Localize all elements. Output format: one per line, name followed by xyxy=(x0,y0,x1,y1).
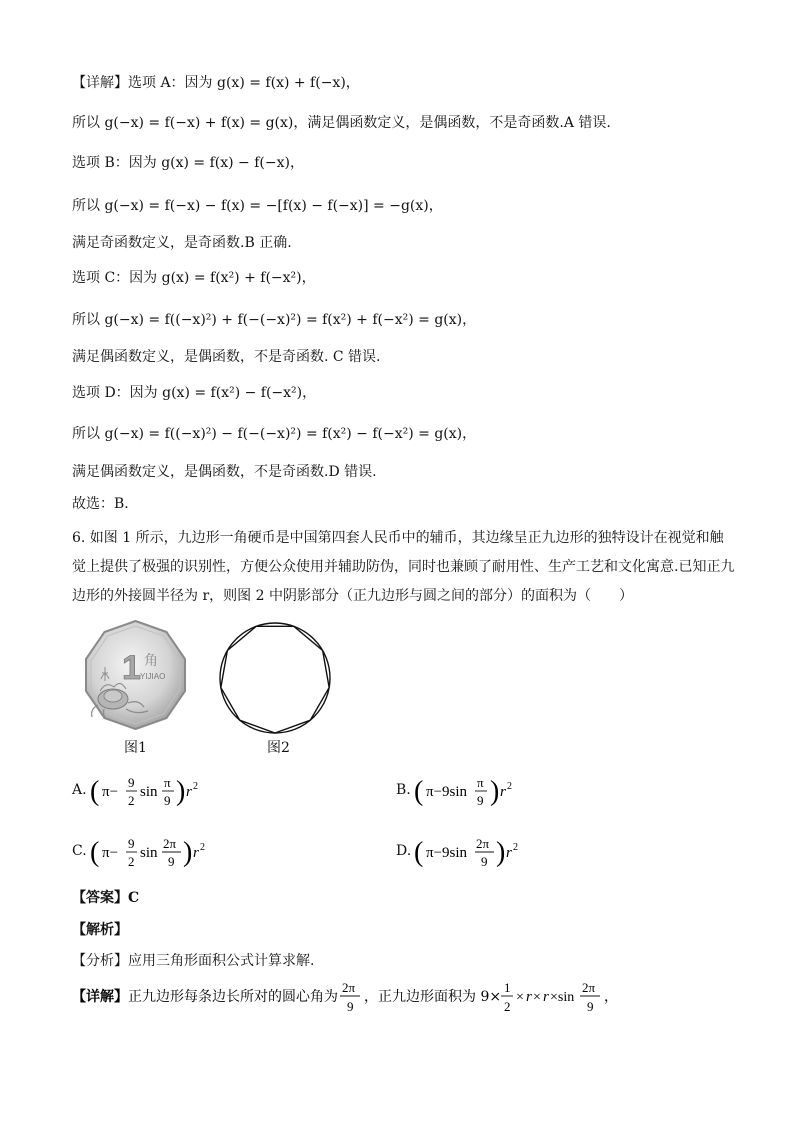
detail-formula xyxy=(72,975,632,1019)
svg-text:π−: π− xyxy=(102,784,119,800)
analysis-line: 【分析】应用三角形面积公式计算求解. xyxy=(72,953,315,969)
solution-line-6: 选项 C：因为 g(x) = f(x²) + f(−x²)， xyxy=(72,270,316,286)
svg-text:π: π xyxy=(477,775,484,790)
svg-text:2: 2 xyxy=(513,842,518,853)
coin-pinyin: YIJIAO xyxy=(140,672,166,681)
svg-text:9: 9 xyxy=(128,775,135,790)
svg-text:2: 2 xyxy=(128,854,135,869)
svg-text:r: r xyxy=(186,784,192,800)
svg-text:，: ， xyxy=(604,989,618,1005)
svg-text:π: π xyxy=(164,775,171,790)
svg-text:2: 2 xyxy=(507,781,512,792)
svg-text:(: ( xyxy=(414,776,424,807)
solution-line-8: 满足偶函数定义，是偶函数，不是奇函数. C 错误. xyxy=(72,349,381,365)
circumcircle xyxy=(220,623,330,733)
svg-text:r: r xyxy=(506,845,512,861)
option-c-label: C. xyxy=(72,843,87,859)
solution-line-10: 所以 g(−x) = f((−x)²) − f(−(−x)²) = f(x²) − f(−x²) = g(x)， xyxy=(72,426,477,442)
solution-line-3: 选项 B：因为 g(x) = f(x) − f(−x)， xyxy=(72,155,304,171)
svg-text:): ) xyxy=(183,837,193,868)
solution-line-2: 所以 g(−x) = f(−x) + f(x) = g(x)，满足偶函数定义，是偶函数，不是奇函数.A 错误. xyxy=(72,115,611,131)
svg-text:9: 9 xyxy=(587,999,594,1014)
figure-1-coin xyxy=(78,619,193,731)
option-a-label: A. xyxy=(72,782,87,798)
option-b-label: B. xyxy=(396,782,411,798)
solution-line-12: 故选：B. xyxy=(72,496,129,512)
svg-text:9: 9 xyxy=(128,836,135,851)
svg-text:): ) xyxy=(176,776,186,807)
figure-2-nonagon xyxy=(217,620,333,736)
svg-text:2π: 2π xyxy=(476,836,490,851)
svg-text:正九边形每条边长所对的圆心角为: 正九边形每条边长所对的圆心角为 xyxy=(128,989,338,1005)
svg-text:2: 2 xyxy=(128,793,135,808)
solution-line-1: 【详解】选项 A：因为 g(x) = f(x) + f(−x)， xyxy=(72,75,360,91)
svg-text:r: r xyxy=(193,845,199,861)
svg-text:9: 9 xyxy=(477,793,484,808)
svg-text:2π: 2π xyxy=(582,980,596,995)
svg-text:，正九边形面积为 9×: ，正九边形面积为 9× xyxy=(364,989,502,1005)
svg-text:): ) xyxy=(496,837,506,868)
svg-text:9: 9 xyxy=(164,793,171,808)
option-b-formula xyxy=(414,770,544,814)
figure-1-caption: 图1 xyxy=(124,740,147,756)
option-a-formula xyxy=(90,770,220,814)
answer-label: 【答案】C xyxy=(72,890,140,906)
question-6-line-2: 觉上提供了极强的识别性，方便公众使用并辅助防伪，同时也兼顾了耐用性、生产工艺和文化寓意.已知正九 xyxy=(72,559,735,575)
question-6-line-3: 边形的外接圆半径为 r，则图 2 中阴影部分（正九边形与圆之间的部分）的面积为（ ） xyxy=(72,588,633,604)
option-d-formula xyxy=(414,831,554,875)
svg-text:2: 2 xyxy=(193,781,198,792)
svg-text:π−: π− xyxy=(102,845,119,861)
svg-text:9: 9 xyxy=(347,999,354,1014)
svg-text:(: ( xyxy=(414,837,424,868)
solution-line-9: 选项 D：因为 g(x) = f(x²) − f(−x²)， xyxy=(72,385,317,401)
svg-text:×: × xyxy=(533,990,541,1005)
svg-text:9: 9 xyxy=(481,854,488,869)
solution-line-5: 满足奇函数定义，是奇函数.B 正确. xyxy=(72,235,292,251)
svg-text:【详解】: 【详解】 xyxy=(72,989,128,1005)
svg-text:2π: 2π xyxy=(342,980,356,995)
option-d-label: D. xyxy=(396,843,412,859)
svg-text:×sin: ×sin xyxy=(550,990,575,1005)
question-6-line-1: 6. 如图 1 所示，九边形一角硬币是中国第四套人民币中的辅币，其边缘呈正九边形的独特设计在视觉和触 xyxy=(72,530,724,546)
coin-char: 角 xyxy=(144,653,158,669)
svg-text:sin: sin xyxy=(140,845,158,861)
svg-text:r: r xyxy=(500,784,506,800)
svg-text:π−9sin: π−9sin xyxy=(426,784,468,800)
svg-text:sin: sin xyxy=(140,784,158,800)
svg-text:×: × xyxy=(516,990,524,1005)
svg-text:π−9sin: π−9sin xyxy=(426,845,468,861)
svg-text:9: 9 xyxy=(168,854,175,869)
solution-line-7: 所以 g(−x) = f((−x)²) + f(−(−x)²) = f(x²) + f(−x²) = g(x)， xyxy=(72,312,477,328)
solution-line-4: 所以 g(−x) = f(−x) − f(x) = −[f(x) − f(−x)] = −g(x)， xyxy=(72,198,443,214)
figure-2-caption: 图2 xyxy=(267,740,290,756)
analysis-header: 【解析】 xyxy=(72,922,128,938)
svg-text:2π: 2π xyxy=(163,836,177,851)
svg-text:2: 2 xyxy=(200,842,205,853)
svg-text:r: r xyxy=(543,989,549,1005)
svg-text:1: 1 xyxy=(504,980,511,995)
svg-text:): ) xyxy=(490,776,500,807)
solution-line-11: 满足偶函数定义，是偶函数，不是奇函数.D 错误. xyxy=(72,464,377,480)
svg-text:2: 2 xyxy=(504,999,511,1014)
option-c-formula xyxy=(90,831,230,875)
svg-text:r: r xyxy=(526,989,532,1005)
coin-digit: 1 xyxy=(122,649,141,687)
inscribed-nonagon xyxy=(221,626,329,733)
svg-text:(: ( xyxy=(90,776,100,807)
svg-text:(: ( xyxy=(90,837,100,868)
